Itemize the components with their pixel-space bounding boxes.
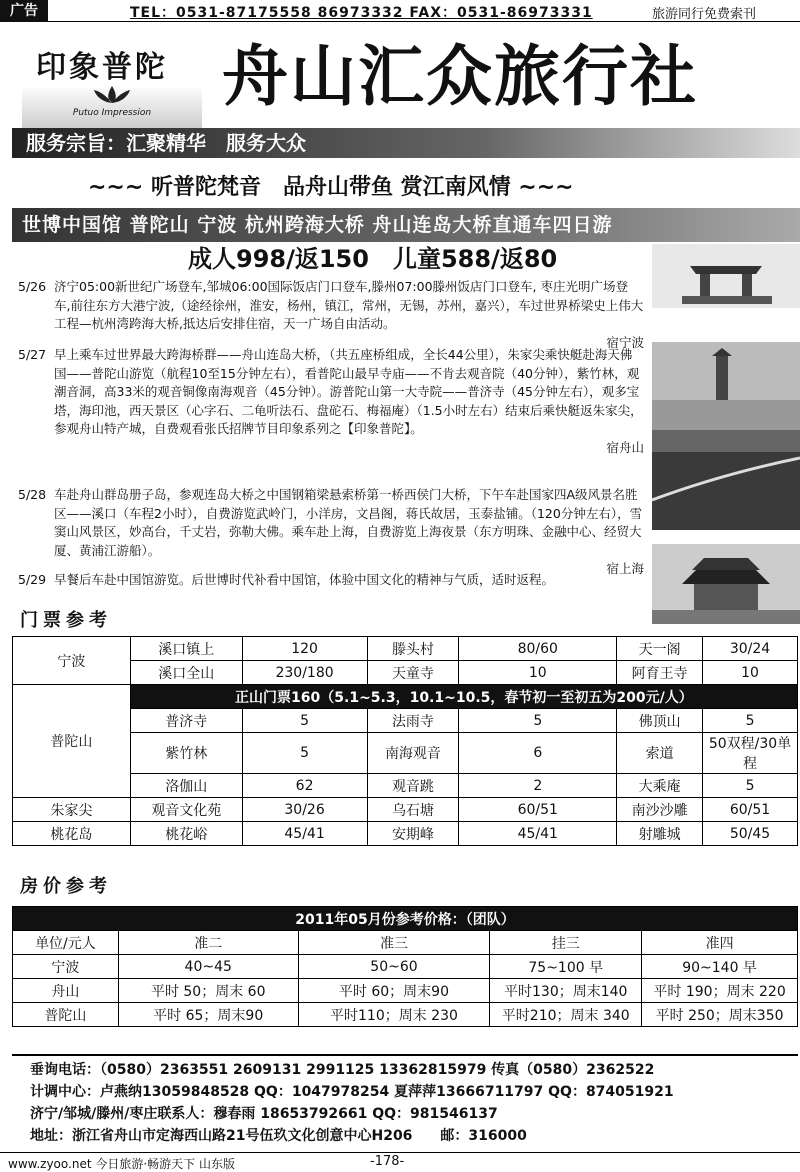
table-cell: 5 [703, 709, 798, 733]
table-cell: 50~60 [298, 955, 490, 979]
table-cell: 50双程/30单程 [703, 733, 798, 774]
pagoda-lake-photo [652, 342, 800, 430]
table-row [13, 979, 798, 1003]
table-cell: 5 [703, 774, 798, 798]
tour-price: 成人998/返150 儿童588/返80 [188, 245, 558, 273]
planning-center: 计调中心：卢燕纳13059848528 QQ：1047978254 夏萍萍13666711797 QQ：874051921 [30, 1084, 674, 1100]
room-price-title: 2011年05月份参考价格：（团队） [13, 907, 798, 931]
day-text: 济宁05:00新世纪广场登车,邹城06:00国际饭店门口登车,滕州07:00滕州饭店门口登车, 枣庄光明广场登车,前往东方大港宁波,（途经徐州，淮安，杨州，镇江，常州，无锡，苏州，嘉兴），车过世界桥梁史上伟大工程—杭州湾跨海大桥,抵达后安排住宿，天一广场自由活动。 [54, 279, 644, 331]
table-cell: 洛伽山 [130, 774, 242, 798]
table-cell: 60/51 [459, 798, 617, 822]
table-cell: 30/24 [703, 637, 798, 661]
day-date: 5/26 [18, 279, 47, 294]
table-cell: 安期峰 [367, 822, 459, 846]
page-footer [0, 1152, 800, 1171]
table-cell: 宁波 [13, 955, 119, 979]
table-cell: 平时110；周末 230 [298, 1003, 490, 1027]
table-cell: 乌石塘 [367, 798, 459, 822]
table-row [13, 685, 798, 709]
top-bar [0, 0, 800, 22]
table-cell: 溪口全山 [130, 661, 242, 685]
itinerary-day [18, 486, 644, 579]
table-cell: 5 [459, 709, 617, 733]
table-cell: 45/41 [459, 822, 617, 846]
table-cell: 南沙沙雕 [617, 798, 703, 822]
table-row [13, 733, 798, 774]
table-cell: 60/51 [703, 798, 798, 822]
scenic-photos [652, 244, 800, 644]
table-row [13, 709, 798, 733]
table-row [13, 798, 798, 822]
table-cell: 2 [459, 774, 617, 798]
table-row [13, 774, 798, 798]
temple-photo [652, 544, 800, 624]
table-cell: 平时130；周末140 [490, 979, 642, 1003]
lotus-icon [82, 84, 142, 104]
table-cell: 120 [242, 637, 367, 661]
table-cell: 溪口镇上 [130, 637, 242, 661]
column-header: 准二 [118, 931, 298, 955]
table-cell: 南海观音 [367, 733, 459, 774]
agency-name: 舟山汇众旅行社 [222, 38, 698, 115]
table-cell: 普济寺 [130, 709, 242, 733]
table-cell: 平时 50；周末 60 [118, 979, 298, 1003]
table-cell: 桃花峪 [130, 822, 242, 846]
table-cell: 平时 60；周末90 [298, 979, 490, 1003]
table-row [13, 637, 798, 661]
table-cell: 45/41 [242, 822, 367, 846]
table-cell: 62 [242, 774, 367, 798]
room-price-table [12, 906, 798, 1027]
table-row [13, 907, 798, 931]
logo [22, 34, 202, 128]
table-cell: 大乘庵 [617, 774, 703, 798]
table-cell: 6 [459, 733, 617, 774]
table-cell: 平时 65；周末90 [118, 1003, 298, 1027]
table-cell: 平时210；周末 340 [490, 1003, 642, 1027]
table-cell: 法雨寺 [367, 709, 459, 733]
itinerary-day [18, 346, 644, 457]
table-cell: 索道 [617, 733, 703, 774]
table-cell: 天童寺 [367, 661, 459, 685]
free-index-note: 旅游同行免费索刊 [652, 7, 757, 22]
table-cell: 平时 250；周末350 [642, 1003, 798, 1027]
table-cell: 80/60 [459, 637, 617, 661]
table-cell: 5 [242, 733, 367, 774]
table-cell: 紫竹林 [130, 733, 242, 774]
table-cell: 观音文化苑 [130, 798, 242, 822]
day-date: 5/29 [18, 572, 47, 587]
region-cell: 宁波 [13, 637, 131, 685]
table-header-row [13, 931, 798, 955]
putuo-ticket-banner: 正山门票160（5.1~5.3，10.1~10.5，春节初一至初五为200元/人） [130, 685, 797, 709]
site-name: www.zyoo.net 今日旅游·畅游天下 山东版 [8, 1157, 235, 1171]
table-row [13, 1003, 798, 1027]
table-cell: 天一阁 [617, 637, 703, 661]
address: 地址：浙江省舟山市定海西山路21号伍玖文化创意中心H206 邮：316000 [30, 1128, 527, 1144]
table-cell: 30/26 [242, 798, 367, 822]
service-motto: 服务宗旨：汇聚精华 服务大众 [26, 131, 306, 155]
table-cell: 40~45 [118, 955, 298, 979]
table-cell: 230/180 [242, 661, 367, 685]
ad-tag: 广告 [0, 0, 48, 22]
column-header: 准四 [642, 931, 798, 955]
table-cell: 10 [703, 661, 798, 685]
table-cell: 5 [242, 709, 367, 733]
logo-subtitle: Putuo Impression [72, 108, 152, 118]
table-cell: 普陀山 [13, 1003, 119, 1027]
table-cell: 观音跳 [367, 774, 459, 798]
ticket-heading: 门票参考 [20, 610, 112, 631]
region-cell: 桃花岛 [13, 822, 131, 846]
day-stay: 宿舟山 [606, 439, 644, 455]
day-text: 早餐后车赴中国馆游览。后世博时代补看中国馆，体验中国文化的精神与气质，适时返程。 [54, 572, 555, 587]
page-number: -178- [370, 1154, 405, 1169]
table-cell: 平时 190；周末 220 [642, 979, 798, 1003]
column-header: 挂三 [490, 931, 642, 955]
inquiry-phones: 垂询电话：（0580）2363551 2609131 2991125 13362815979 传真（0580）2362522 [30, 1062, 655, 1078]
day-text: 早上乘车过世界最大跨海桥群——舟山连岛大桥，（共五座桥组成，全长44公里），朱家尖乘快艇赴海天佛国——普陀山游览（航程10至15分钟左右），看普陀山最早寺庙——不肯去观音院（40分钟），紫竹林，观潮音洞，高33米的观音铜像南海观音（45分钟）。游普陀山第一大寺院——普济寺（45分钟左右），观多宝塔，海印池，西天景区（心字石、二龟听法石、盘砣石、梅福庵）（1.5小时左右）结束后乘快艇返朱家尖，参观舟山特产城，自费观看张氏招牌节目印象系列之【印象普陀】。 [54, 347, 643, 436]
itinerary-day [18, 278, 644, 352]
table-row [13, 955, 798, 979]
contact-footer [12, 1054, 798, 1150]
itinerary-day [18, 571, 644, 590]
ticket-table [12, 636, 798, 846]
table-row [13, 822, 798, 846]
day-date: 5/28 [18, 487, 47, 502]
route-title: 世博中国馆 普陀山 宁波 杭州跨海大桥 舟山连岛大桥直通车四日游 [22, 214, 613, 236]
column-header: 准三 [298, 931, 490, 955]
day-stay: 宿上海 [606, 561, 644, 576]
day-stay: 宿宁波 [606, 334, 644, 350]
regional-contact: 济宁/邹城/滕州/枣庄联系人：穆春雨 18653792661 QQ：981546137 [30, 1106, 498, 1122]
table-cell: 滕头村 [367, 637, 459, 661]
table-row [13, 661, 798, 685]
day-text: 车赴舟山群岛册子岛，参观连岛大桥之中国钢箱梁悬索桥第一桥西侯门大桥，下午车赴国家四A级风景名胜区——溪口（车程2小时），自费游览武岭门，小洋房，文昌阁，蒋氏故居，玉泰盐铺。（120分钟左右），雪窦山风景区，妙高台，千丈岩，弥勒大佛。乘车赴上海，自费游览上海夜景（东方明珠、金融中心、经贸大厦、黄浦江游船）。 [54, 487, 643, 558]
table-cell: 50/45 [703, 822, 798, 846]
table-cell: 舟山 [13, 979, 119, 1003]
sea-bridge-photo [652, 430, 800, 530]
table-cell: 阿育王寺 [617, 661, 703, 685]
slogan: ~~~ 听普陀梵音 品舟山带鱼 赏江南风情 ~~~ [88, 175, 574, 200]
table-cell: 佛顶山 [617, 709, 703, 733]
region-cell: 朱家尖 [13, 798, 131, 822]
china-pavilion-photo [652, 244, 800, 308]
table-cell: 10 [459, 661, 617, 685]
region-cell: 普陀山 [13, 685, 131, 798]
contact-numbers: TEL：0531-87175558 86973332 FAX：0531-86973331 [130, 5, 593, 21]
column-header: 单位/元人 [13, 931, 119, 955]
room-heading: 房价参考 [20, 876, 112, 897]
logo-text: 印象普陀 [36, 50, 168, 85]
day-date: 5/27 [18, 347, 47, 362]
table-cell: 90~140 早 [642, 955, 798, 979]
table-cell: 75~100 早 [490, 955, 642, 979]
table-cell: 射雕城 [617, 822, 703, 846]
